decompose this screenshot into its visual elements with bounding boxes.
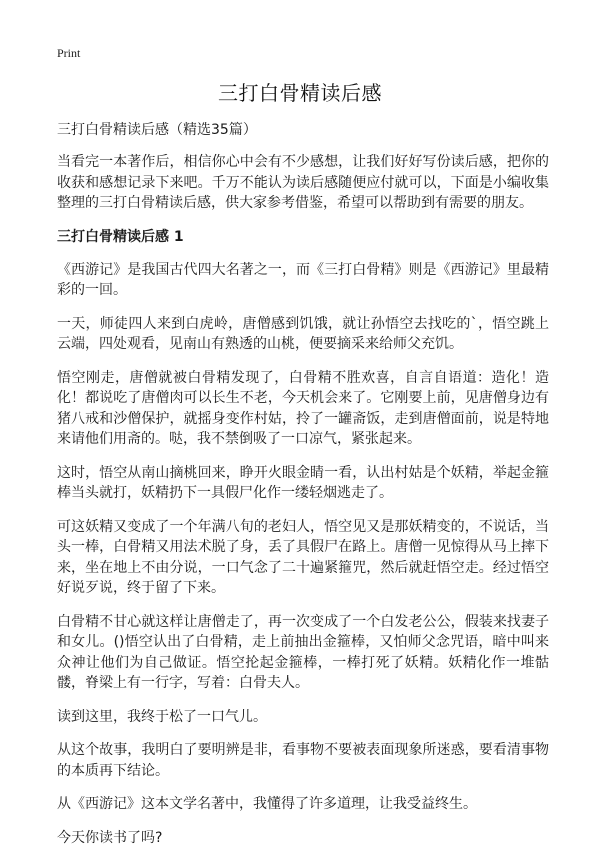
intro-paragraph: 当看完一本著作后，相信你心中会有不少感想，让我们好好写份读后感，把你的收获和感想记录下来吧。千万不能认为读后感随便应付就可以，下面是小编收集整理的三打白骨精读后感，供大家参考借鉴，希望可以帮助到有需要的朋友。 bbox=[57, 154, 549, 211]
paragraph: 《西游记》是我国古代四大名著之一，而《三打白骨精》则是《西游记》里最精彩的一回。 bbox=[57, 261, 549, 298]
paragraph: 白骨精不甘心就这样让唐僧走了，再一次变成了一个白发老公公，假装来找妻子和女儿。()悟空认出了白骨精，走上前抽出金箍棒，又怕师父念咒语，暗中叫来众神让他们为自己做证。悟空抡起金箍棒，一棒打死了妖精。妖精化作一堆骷髅，脊梁上有一行字，写着：白骨夫人。 bbox=[57, 613, 549, 691]
paragraph: 可这妖精又变成了一个年满八旬的老妇人，悟空见又是那妖精变的，不说话，当头一棒，白骨精又用法术脱了身，丢了具假尸在路上。唐僧一见惊得从马上摔下来，坐在地上不由分说，一口气念了二十遍紧箍咒，然后就赶悟空走。经过悟空好说歹说，终于留了下来。 bbox=[57, 518, 549, 596]
print-link[interactable]: Print bbox=[57, 46, 81, 60]
article-body bbox=[57, 120, 549, 861]
paragraph: 今天你读书了吗? bbox=[57, 829, 163, 846]
page-title: 三打白骨精读后感 bbox=[218, 81, 382, 105]
article-subtitle: 三打白骨精读后感（精选35篇） bbox=[57, 122, 257, 138]
paragraph: 这时，悟空从南山摘桃回来，睁开火眼金睛一看，认出村姑是个妖精，举起金箍棒当头就打，妖精扔下一具假尸化作一缕轻烟逃走了。 bbox=[57, 464, 549, 501]
paragraph: 一天，师徒四人来到白虎岭，唐僧感到饥饿，就让孙悟空去找吃的`，悟空跳上云端，四处观看，见南山有熟透的山桃，便要摘采来给师父充饥。 bbox=[57, 315, 549, 352]
paragraph: 悟空刚走，唐僧就被白骨精发现了，白骨精不胜欢喜，自言自语道：造化！造化！都说吃了唐僧肉可以长生不老，今天机会来了。它刚要上前，见唐僧身边有猪八戒和沙僧保护，就摇身变作村姑，拎了一罐斋饭，走到唐僧面前，说是特地来请他们用斋的。哒，我不禁倒吸了一口凉气，紧张起来。 bbox=[57, 369, 549, 447]
paragraph: 读到这里，我终于松了一口气儿。 bbox=[57, 708, 267, 725]
paragraph: 从这个故事，我明白了要明辨是非，看事物不要被表面现象所迷惑，要看清事物的本质再下结论。 bbox=[57, 742, 549, 779]
paragraph: 从《西游记》这本文学名著中，我懂得了许多道理，让我受益终生。 bbox=[57, 796, 477, 812]
section-heading: 三打白骨精读后感 1 bbox=[57, 228, 184, 245]
